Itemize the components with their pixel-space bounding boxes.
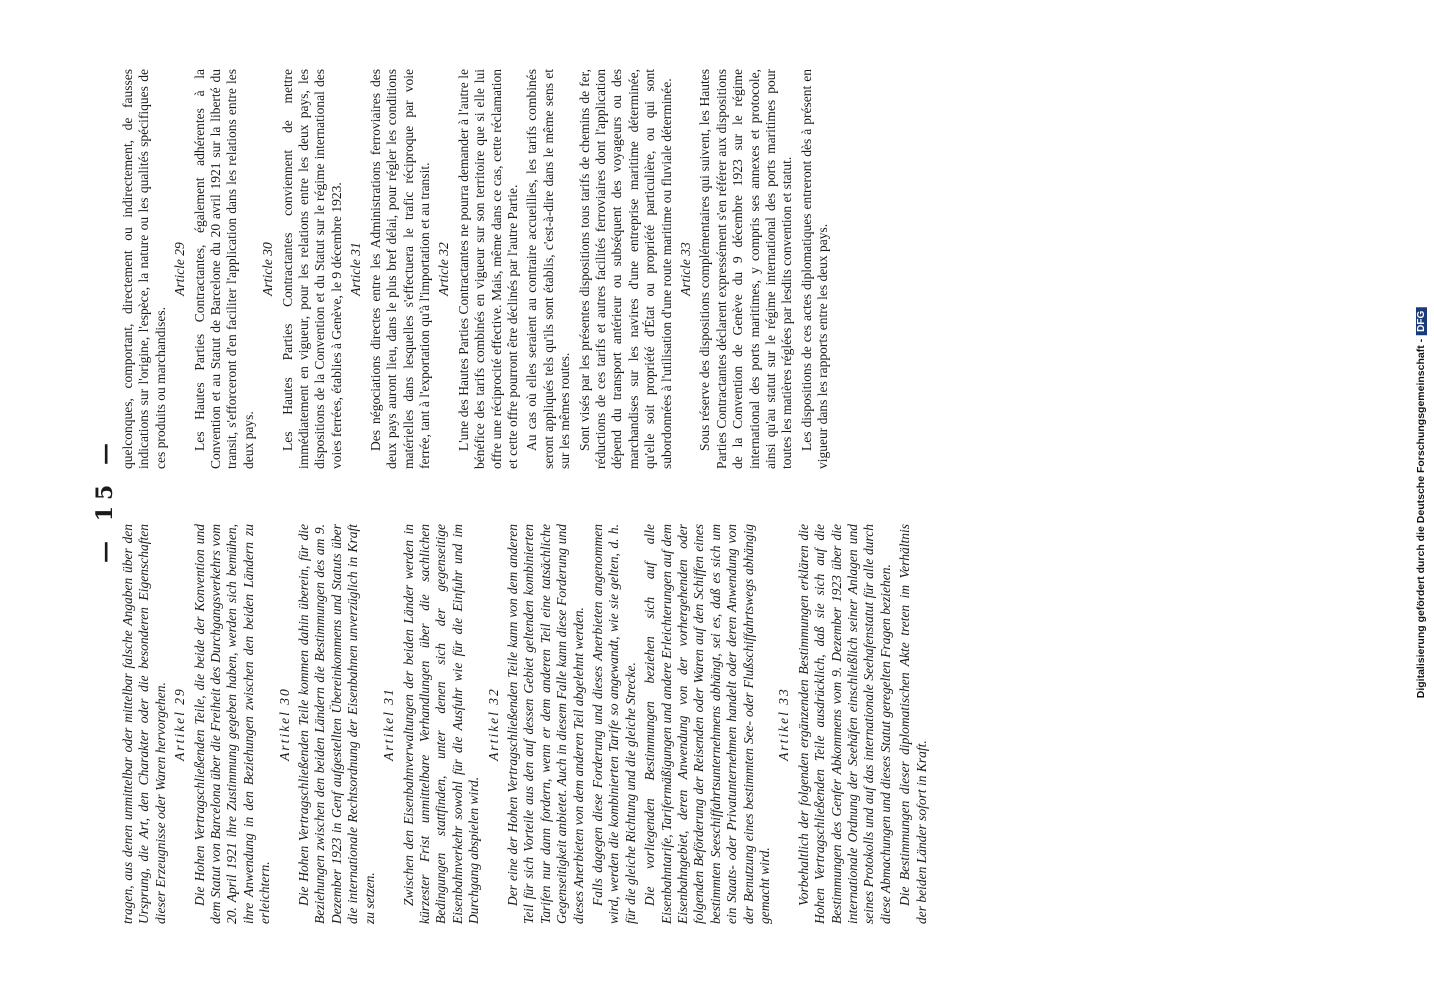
digitization-credit-text	[1415, 308, 1427, 699]
article-heading: Artikel 29	[172, 687, 188, 761]
paragraph: Die Hohen Vertragschließenden Teile kommen dahin überein, für die Beziehungen zwischen den beiden Ländern die Bestimmungen des am 9. Dezember 1923 in Genf aufgestellten Übereinkommens und Statuts über die internationale Rechtsordnung der Eisenbahnen unverzüglich in Kraft zu setzen.	[296, 524, 377, 924]
paragraph: Sont visés par les présentes dispositions tous tarifs de chemins de fer, réductions de ces tarifs et autres facilités ferroviaires dont l'application dépend du transport antérieur ou subséquent des voyageurs ou des marchandises sur les navires d'une entreprise maritime déterminée, qu'elle soit propriété d'État ou propriété particulière, ou qui sont subordonnées à l'utilisation d'une route maritime ou fluviale déterminée.	[576, 69, 674, 469]
dfg-logo: DFG	[1416, 308, 1427, 335]
paragraph: Vorbehaltlich der folgenden ergänzenden Bestimmungen erklären die Hohen Vertragschließenden Teile ausdrücklich, daß sie sich auf die Bestimmungen des Genfer Abkommens vom 9. Dezember 1923 über die internationale Ordnung der Seehäfen einschließlich seiner Anlagen und seines Protokolls und auf das internationale Seehafenstatut für alle durch diese Abmachungen und dieses Statut geregelten Fragen beziehen.	[795, 524, 893, 924]
credit-text: Digitalisierung gefördert durch die Deutsche Forschungsgemeinschaft -	[1415, 338, 1427, 699]
french-column	[120, 69, 835, 469]
article-heading: Artikel 32	[485, 687, 501, 761]
paragraph: L'une des Hautes Parties Contractantes ne pourra demander à l'autre le bénéfice des tarifs combinés en vigueur sur son territoire que si elle lui offre une réciprocité effective. Mais, même dans ce cas, cette réclamation et cette offre pourront être déclinés par l'autre Partie.	[455, 69, 520, 469]
paragraph: Die Hohen Vertragschließenden Teile, die beide der Konvention und dem Statut von Barcelona über die Freiheit des Durchgangsverkehrs vom 20. April 1921 ihre Zustimmung gegeben haben, werden sich bemühen, ihre Anwendung in den Beziehungen zwischen den beiden Ländern zu erleichtern.	[191, 524, 273, 924]
page-number: — 15 —	[92, 437, 118, 563]
paragraph: Les dispositions de ces actes diplomatiques entreront dès à présent en vigueur dans les rapports entre les deux pays.	[798, 69, 831, 469]
paragraph: Des négociations directes entre les Administrations ferroviaires des deux pays auront lieu, dans le plus bref délai, pour régler les conditions matérielles dans lesquelles s'effectuera le trafic réciproque par voie ferrée, tant à l'exportation qu'à l'importation et au transit.	[367, 69, 432, 469]
continued-paragraph: tragen, aus denen unmittelbar oder mittelbar falsche Angaben über den Ursprung, die Art, den Charakter oder die besonderen Eigenschaften dieser Erzeugnisse oder Waren hervorgehen.	[120, 524, 168, 924]
article-heading: Article 32	[436, 242, 452, 296]
paragraph: Falls dagegen diese Forderung und dieses Anerbieten angenommen wird, werden die kombinierten Tarife so angewandt, wie sie gelten, d. h. für die gleiche Richtung und die gleiche Strecke.	[589, 524, 638, 924]
article-heading: Artikel 30	[276, 687, 292, 761]
article-heading: Article 31	[348, 242, 364, 296]
german-column	[120, 524, 933, 924]
paragraph: Zwischen den Eisenbahnverwaltungen der beiden Länder werden in kürzester Frist unmittelbare Verhandlungen über die sachlichen Bedingungen stattfinden, unter denen sich der gegenseitige Eisenbahnverkehr sowohl für die Ausfuhr wie für die Einfuhr und im Durchgang abspielen wird.	[400, 524, 482, 924]
continued-paragraph: quelconques, comportant, directement ou indirectement, de fausses indications sur l'origine, l'espèce, la nature ou les qualités spécifiques de ces produits ou marchandises.	[120, 69, 168, 469]
article-heading: Article 30	[260, 242, 276, 296]
article-heading: Artikel 31	[381, 687, 397, 761]
paragraph: Les Hautes Parties Contractantes conviennent de mettre immédiatement en vigueur, pour les relations entre les deux pays, les dispositions de la Convention et du Statut sur le régime international des voies ferrées, établies à Genève, le 9 décembre 1923.	[279, 69, 344, 469]
paragraph: Die Bestimmungen dieser diplomatischen Akte treten im Verhältnis der beiden Länder sofort in Kraft.	[897, 524, 929, 924]
paragraph: Les Hautes Parties Contractantes, également adhérentes à la Convention et au Statut de Barcelone du 20 avril 1921 sur la liberté du transit, s'efforceront d'en faciliter l'application dans les relations entre les deux pays.	[191, 69, 256, 469]
paragraph: Au cas où elles seraient au contraire accueillies, les tarifs combinés seront appliqués tels qu'ils sont établis, c'est-à-dire dans le même sens et sur les mêmes routes.	[524, 69, 573, 469]
paragraph: Sous réserve des dispositions complémentaires qui suivent, les Hautes Parties Contractantes déclarent expressément s'en référer aux dispositions de la Convention de Genève du 9 décembre 1923 sur le régime international des ports maritimes, y compris ses annexes et protocole, ainsi qu'au statut sur le régime international des ports maritimes pour toutes les matières réglées par lesdits convention et statut.	[697, 69, 795, 469]
paragraph: Die vorliegenden Bestimmungen beziehen sich auf alle Eisenbahntarife, Tarifermäßigungen und andere Erleichterungen auf dem Eisenbahngebiet, deren Anwendung von der vorhergehenden oder folgenden Beförderung der Reisenden oder Waren auf den Schiffen eines bestimmten Seeschiffahrtsunternehmens abhängt, sei es, daß es sich um ein Staats- oder Privatunternehmen handelt oder deren Anwendung von der Benutzung eines bestimmten See- oder Flußschiffahrtswegs abhängig gemacht wird.	[642, 524, 773, 924]
article-heading: Artikel 33	[776, 687, 792, 761]
article-heading: Article 29	[172, 242, 188, 296]
digitization-credit	[1412, 8, 1430, 998]
article-heading: Article 33	[678, 242, 693, 296]
paragraph: Der eine der Hohen Vertragschließenden Teile kann von dem anderen Teil für sich Vorteile aus den auf dessen Gebiet geltenden kombinierten Tarifen nur dann fordern, wenn er dem anderen Teil eine tatsächliche Gegenseitigkeit anbietet. Auch in diesem Falle kann diese Forderung und dieses Anerbieten von dem anderen Teil abgelehnt werden.	[504, 524, 586, 924]
